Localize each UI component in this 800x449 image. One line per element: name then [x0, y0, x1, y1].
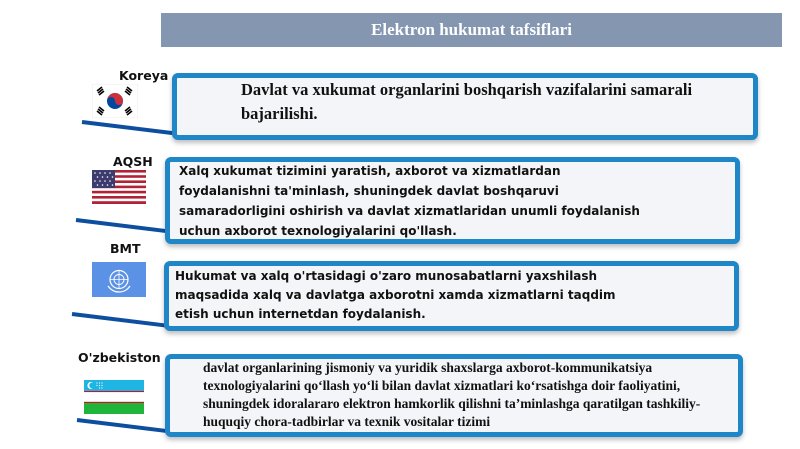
- un-flag-icon: [92, 262, 146, 301]
- connector-line: [77, 418, 177, 434]
- country-label-usa: AQSH: [113, 154, 153, 169]
- country-label-un: BMT: [110, 241, 141, 256]
- connector-line: [72, 312, 172, 328]
- usa-flag-icon: [92, 170, 146, 208]
- south-korea-flag-icon: [92, 84, 138, 122]
- definition-text-uzbekistan: davlat organlarining jismoniy va yuridik shaxslarga axborot-kommunikatsiya texnologiyalarini qo‘llash yo‘li bilan davlat xizmatlari ko‘rsatishga doir faoliyatini, shuningdek idoralararo elektron hamkorlik qilishni ta’minlashga qaratilgan tashkiliy-huquqiy chora-tadbirlar va texnik vositalar tizimi: [203, 360, 701, 429]
- connector-line: [76, 218, 176, 234]
- definition-text-un: Hukumat va xalq o'rtasidagi o'zaro munosabatlarni yaxshilash maqsadida xalq va davlatga axborotni xamda xizmatlarni taqdim etish uchun internetdan foydalanish.: [175, 269, 616, 321]
- definition-text-korea: Davlat va xukumat organlarini boshqarish vazifalarini samarali bajarilishi.: [241, 80, 693, 123]
- uzbekistan-flag-icon: [84, 380, 144, 418]
- page-title: Elektron hukumat tafsiflari: [161, 13, 782, 47]
- definition-text-usa: Xalq xukumat tizimini yaratish, axborot va xizmatlardan foydalanishni ta'minlash, shuningdek davlat boshqaruvi samaradorligini oshirish va davlat xizmatlaridan unumli foydalanish uchun axborot texnologiyalarini qo'llash.: [179, 164, 640, 238]
- country-label-korea: Koreya: [119, 68, 169, 83]
- country-label-uzbekistan: O'zbekiston: [78, 350, 161, 365]
- connector-line: [82, 120, 187, 137]
